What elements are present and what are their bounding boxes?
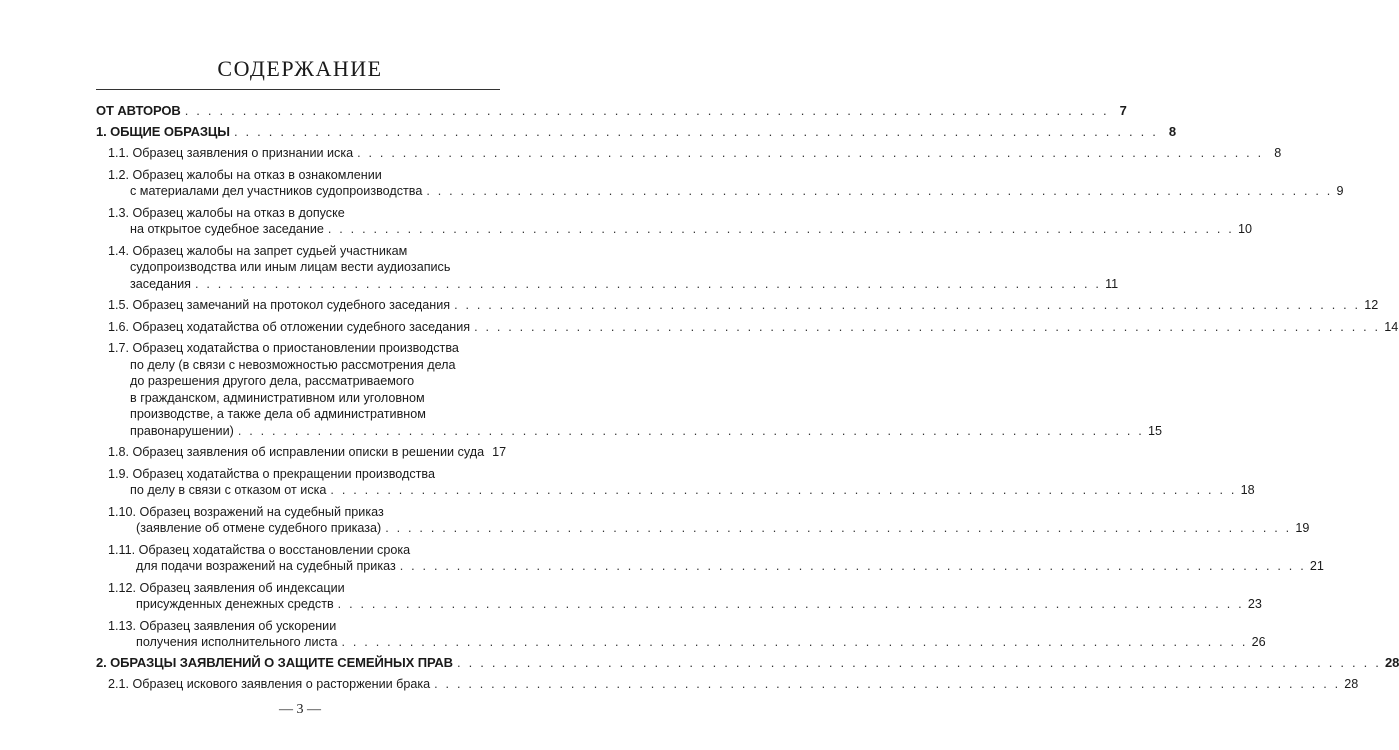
toc-entry-last-line (96, 103, 1127, 120)
dot-leader: . . . . . . . . . . . . . . . . . . . . . . . . . . . . . . . . . . . . . . . . . . . . . . . . . . . . . . . . . . . . . . . . . . . . . . . . . . . . . . . . (399, 559, 1306, 573)
toc-page-number: 19 (1295, 521, 1310, 535)
toc-entry-line: судопроизводства или иным лицам вести аудиозапись (130, 260, 451, 274)
toc-section[interactable] (96, 103, 1127, 120)
toc-entry-line: 1.2. Образец жалобы на отказ в ознакомлении (108, 167, 382, 182)
toc-entry-title: правонарушении) (130, 423, 234, 438)
toc-entry-title: на открытое судебное заседание (130, 222, 324, 236)
toc-section[interactable] (96, 654, 1399, 672)
toc-page-number: 11 (1105, 276, 1119, 291)
toc-entry-title: заседания (130, 276, 191, 291)
dot-leader: . . . . . . . . . . . . . . . . . . . . . . . . . . . . . . . . . . . . . . . . . . . . . . . . . . . . . . . . . . . . . . . . . . . . . . . . . . . . . . . . (337, 597, 1244, 611)
toc-entry-last-line (108, 183, 1344, 200)
toc-section[interactable] (96, 123, 1177, 141)
toc-page-number: 8 (1274, 146, 1282, 160)
dot-leader: . . . . . . . . . . . . . . . . . . . . . . . . . . . . . . . . . . . . . . . . . . . . . . . . . . . . . . . . . . . . . . . . . . . . . . . . . . . . . . . . (454, 298, 1361, 312)
toc-page-number: 12 (1364, 298, 1379, 312)
toc-entry-line: по делу (в связи с невозможностью рассмотрения дела (130, 357, 456, 372)
toc-entry[interactable] (96, 504, 1310, 537)
toc-entry[interactable] (96, 340, 1162, 439)
dot-leader: . . . . . . . . . . . . . . . . . . . . . . . . . . . . . . . . . . . . . . . . . . . . . . . . . . . . . . . . . . . . . . . . . . . . . . . . . . . . . . . . (233, 123, 1159, 139)
dot-leader: . . . . . . . . . . . . . . . . . . . . . . . . . . . . . . . . . . . . . . . . . . . . . . . . . . . . . . . . . . . . . . . . . . . . . . . . . . . . . . . . (184, 103, 1109, 118)
page-number: — 3 — (279, 702, 321, 717)
toc-page-number: 21 (1309, 559, 1324, 573)
toc-page-number: 26 (1251, 635, 1266, 649)
toc-entry[interactable] (96, 319, 1399, 336)
dot-leader: . . . . . . . . . . . . . . . . . . . . . . . . . . . . . . . . . . . . . . . . . . . . . . . . . . . . . . . . . . . . . . . . . . . . . . . . . . . . . . . . (341, 635, 1248, 649)
toc-entry-last-line (108, 634, 1266, 651)
toc-entry-last-line (108, 596, 1262, 613)
toc-entry-title: с материалами дел участников судопроизводства (130, 184, 423, 198)
toc-entry-last-line (108, 221, 1253, 238)
dot-leader: . . . . . . . . . . . . . . . . . . . . . . . . . . . . . . . . . . . . . . . . . . . . . . . . . . . . . . . . . . . . . . . . . . . . . . . . . . . . . . . . (426, 184, 1333, 198)
toc-page-number: 28 (1385, 654, 1399, 670)
toc-entry-title: по делу в связи с отказом от иска (130, 483, 327, 497)
dot-leader: . . . . . . . . . . . . . . . . . . . . . . . . . . . . . . . . . . . . . . . . . . . . . . . . . . . . . . . . . . . . . . . . . . . . . . . . . . . . . . . . (434, 677, 1341, 691)
toc-entry-title: 2.1. Образец искового заявления о расторжении брака (108, 677, 431, 691)
toc-entry-line: 1.13. Образец заявления об ускорении (108, 618, 337, 633)
toc-entry-last-line (108, 319, 1399, 336)
page-title: СОДЕРЖАНИЕ (217, 56, 383, 81)
dot-leader: . . . . . . . . . . . . . . . . . . . . . . . . . . . . . . . . . . . . . . . . . . . . . . . . . . . . . . . . . . . . . . . . . . . . . . . . . . . . . . . . (330, 483, 1237, 497)
toc-page-number: 7 (1119, 103, 1127, 118)
toc-entry-last-line (108, 558, 1324, 575)
toc-entry-last-line (108, 676, 1359, 693)
toc-entry-last-line (108, 520, 1310, 537)
toc-entry-title: получения исполнительного листа (136, 635, 338, 649)
toc-page-number: 15 (1147, 423, 1162, 438)
toc-page-number: 10 (1238, 222, 1253, 236)
dot-leader: . . . . . . . . . . . . . . . . . . . . . . . . . . . . . . . . . . . . . . . . . . . . . . . . . . . . . . . . . . . . . . . . . . . . . . . . . . . . . . . . (474, 319, 1381, 334)
toc-entry[interactable] (96, 205, 1253, 238)
toc-entry-title: 1.6. Образец ходатайства об отложении судебного заседания (108, 319, 471, 334)
toc-entry-line: 1.7. Образец ходатайства о приостановлении производства (108, 341, 459, 355)
dot-leader: . . . . . . . . . . . . . . . . . . . . . . . . . . . . . . . . . . . . . . . . . . . . . . . . . . . . . . . . . . . . . . . . . . . . . . . . . . . . . . . . (194, 276, 1102, 291)
toc-entry-last-line (108, 444, 507, 461)
toc-entry-last-line (108, 297, 1379, 314)
toc-entry[interactable] (96, 676, 1359, 693)
dot-leader: . . . . . . . . . . . . . . . . . . . . . . . . . . . . . . . . . . . . . . . . . . . . . . . . . . . . . . . . . . . . . . . . . . . . . . . . . . . . . . . . (327, 222, 1235, 236)
toc-entry[interactable] (96, 243, 1119, 293)
toc-entry-last-line (108, 145, 1282, 162)
dot-leader: . . . . . . . . . . . . . . . . . . . . . . . . . . . . . . . . . . . . . . . . . . . . . . . . . . . . . . . . . . . . . . . . . . . . . . . . . . . . . . . . (456, 654, 1382, 670)
toc-page-number: 28 (1344, 677, 1359, 691)
toc-entry[interactable] (96, 580, 1262, 613)
toc-entry-title: (заявление об отмене судебного приказа) (136, 521, 382, 535)
toc-entry-title: 1.8. Образец заявления об исправлении описки в решении суда (108, 445, 485, 459)
toc-entry[interactable] (96, 145, 1282, 162)
toc-entry[interactable] (96, 618, 1266, 651)
toc-entry-line: 1.9. Образец ходатайства о прекращении производства (108, 466, 435, 481)
table-of-contents (96, 99, 1399, 695)
toc-entry-line: до разрешения другого дела, рассматриваемого (130, 374, 415, 388)
toc-entry-title: 1. ОБЩИЕ ОБРАЗЦЫ (96, 123, 230, 139)
toc-entry-line: производстве, а также дела об административном (130, 407, 426, 421)
title-underline (96, 89, 500, 90)
toc-entry-title: ОТ АВТОРОВ (96, 103, 181, 118)
toc-entry-title: 1.1. Образец заявления о признании иска (108, 146, 354, 160)
toc-page-number: 23 (1247, 597, 1262, 611)
toc-entry-line: 1.12. Образец заявления об индексации (108, 580, 345, 595)
toc-entry-title: присужденных денежных средств (136, 597, 334, 611)
toc-page-number: 8 (1168, 123, 1177, 139)
toc-entry-line: 1.3. Образец жалобы на отказ в допуске (108, 205, 345, 220)
toc-entry-last-line (108, 276, 1119, 293)
toc-entry-line: в гражданском, административном или уголовном (130, 390, 425, 405)
toc-entry-last-line (108, 423, 1162, 440)
toc-entry-title: 1.5. Образец замечаний на протокол судебного заседания (108, 298, 451, 312)
dot-leader: . . . . . . . . . . . . . . . . . . . . . . . . . . . . . . . . . . . . . . . . . . . . . . . . . . . . . . . . . . . . . . . . . . . . . . . . . . . . . . . . (237, 423, 1144, 438)
dot-leader: . . . . . . . . . . . . . . . . . . . . . . . . . . . . . . . . . . . . . . . . . . . . . . . . . . . . . . . . . . . . . . . . . . . . . . . . . . . . . . . . (385, 521, 1292, 535)
toc-page-number: 14 (1384, 319, 1399, 334)
toc-entry[interactable] (96, 444, 507, 461)
toc-entry-title: 2. ОБРАЗЦЫ ЗАЯВЛЕНИЙ О ЗАЩИТЕ СЕМЕЙНЫХ ПРАВ (96, 654, 453, 670)
toc-entry-title: для подачи возражений на судебный приказ (136, 559, 396, 573)
dot-leader: . . . . . . . . . . . . . . . . . . . . . . . . . . . . . . . . . . . . . . . . . . . . . . . . . . . . . . . . . . . . . . . . . . . . . . . . . . . . . . . . (357, 146, 1264, 160)
toc-page-number: 17 (492, 445, 507, 459)
toc-entry[interactable] (96, 297, 1379, 314)
toc-page-number: 18 (1240, 483, 1255, 497)
toc-entry-last-line (108, 482, 1255, 499)
toc-page-number: 9 (1336, 184, 1344, 198)
toc-entry-line: 1.4. Образец жалобы на запрет судьей участникам (108, 243, 408, 258)
toc-entry[interactable] (96, 466, 1255, 499)
toc-entry-line: 1.11. Образец ходатайства о восстановлении срока (108, 542, 411, 557)
toc-entry-last-line (96, 654, 1399, 672)
toc-entry-line: 1.10. Образец возражений на судебный приказ (108, 504, 384, 519)
toc-entry[interactable] (96, 167, 1344, 200)
toc-entry[interactable] (96, 542, 1324, 575)
toc-entry-last-line (96, 123, 1177, 141)
